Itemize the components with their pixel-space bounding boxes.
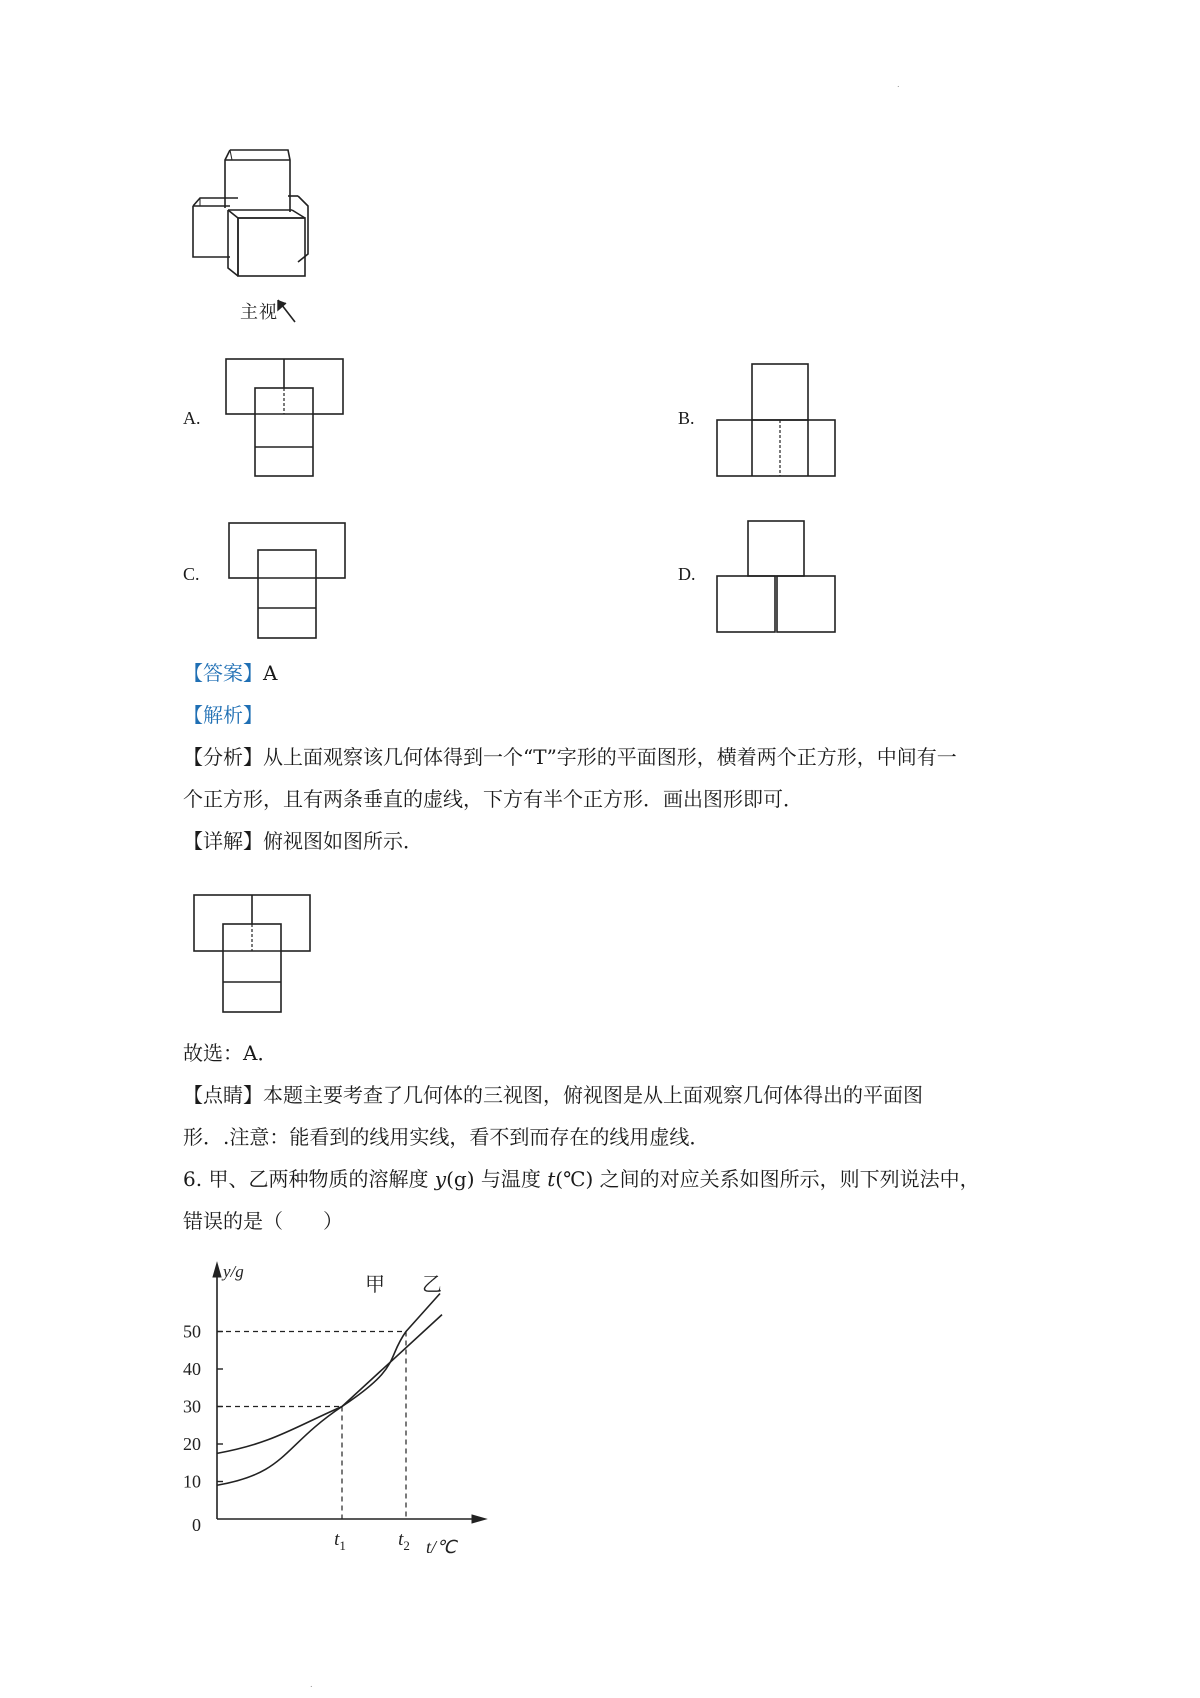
option-d-figure [716,520,836,640]
option-a-figure [225,358,345,478]
option-b-figure [716,363,836,483]
scan-dot: . [310,1680,313,1689]
option-d-label: D. [678,564,696,584]
xiangjie-tag: 【详解】 [183,829,263,853]
analysis-heading [183,702,263,728]
q6-text-c: (℃) 之间的对应关系如图所示，则下列说法中， [555,1167,980,1191]
fenxi-text-1: 从上面观察该几何体得到一个“T”字形的平面图形，横着两个正方形，中间有一 [263,745,957,769]
dianjing-text-1: 本题主要考查了几何体的三视图，俯视图是从上面观察几何体得出的平面图 [263,1083,923,1107]
xiangjie-line [183,828,423,854]
x-axis-label: t/℃ [426,1537,457,1557]
x-tick-label: $t_1$ [334,1529,346,1553]
q6-var-t: t [547,1167,556,1191]
answer-tag: 【答案】 [183,661,263,685]
y-tick-label: 0 [192,1515,201,1535]
cube-stack-figure [180,150,340,320]
dianjing-text-2: 形．.注意：能看到的线用实线，看不到而存在的线用虚线． [183,1125,710,1149]
option-b-label: B. [678,408,695,428]
chart-axes [213,1263,486,1523]
solution-top-view-figure [193,894,313,1014]
xiangjie-text: 俯视图如图所示． [263,829,423,853]
dianjing-tag: 【点睛】 [183,1083,263,1107]
y-axis-label: y/g [223,1262,244,1281]
y-tick-label: 20 [183,1434,201,1454]
chart-series [217,1294,442,1486]
solubility-chart [180,1255,520,1565]
analysis-line-1 [183,744,957,770]
q6-var-y: y [434,1167,447,1191]
option-c-label: C. [183,564,200,584]
q6-text-a: 6. 甲、乙两种物质的溶解度 [183,1167,435,1191]
choose-line: 故选：A． [183,1041,278,1065]
series-yi-curve [217,1315,442,1454]
scan-dot: . [897,80,900,89]
q6-text-b: (g) 与温度 [446,1167,548,1191]
y-tick-label: 40 [183,1359,201,1379]
option-a-label: A. [183,408,201,428]
y-tick-label: 50 [183,1321,201,1342]
series-yi-label: 乙 [422,1272,442,1296]
fenxi-text-2: 个正方形，且有两条垂直的虚线，下方有半个正方形．画出图形即可． [183,787,803,811]
y-tick-label: 10 [183,1471,201,1492]
x-tick-label: $t_2$ [398,1529,410,1553]
front-view-label: 主视 [240,302,278,323]
y-tick-label: 30 [183,1396,201,1417]
series-jia-label: 甲 [365,1272,385,1296]
answer-line [183,660,277,686]
chart-guides [217,1332,406,1520]
fenxi-tag: 【分析】 [183,745,263,769]
analysis-tag: 【解析】 [183,703,263,727]
question-6-line-2: 错误的是（ ） [183,1209,343,1233]
x-axis-arrow [472,1515,486,1523]
dianjing-line-1 [183,1082,923,1108]
x-tick-subscript: 2 [403,1538,410,1553]
y-axis-arrow [213,1263,221,1277]
question-6-line-1 [183,1166,980,1192]
chart-labels [221,1262,458,1557]
option-c-figure [228,522,348,642]
x-tick-subscript: 1 [339,1538,346,1553]
answer-value: A [263,661,278,685]
